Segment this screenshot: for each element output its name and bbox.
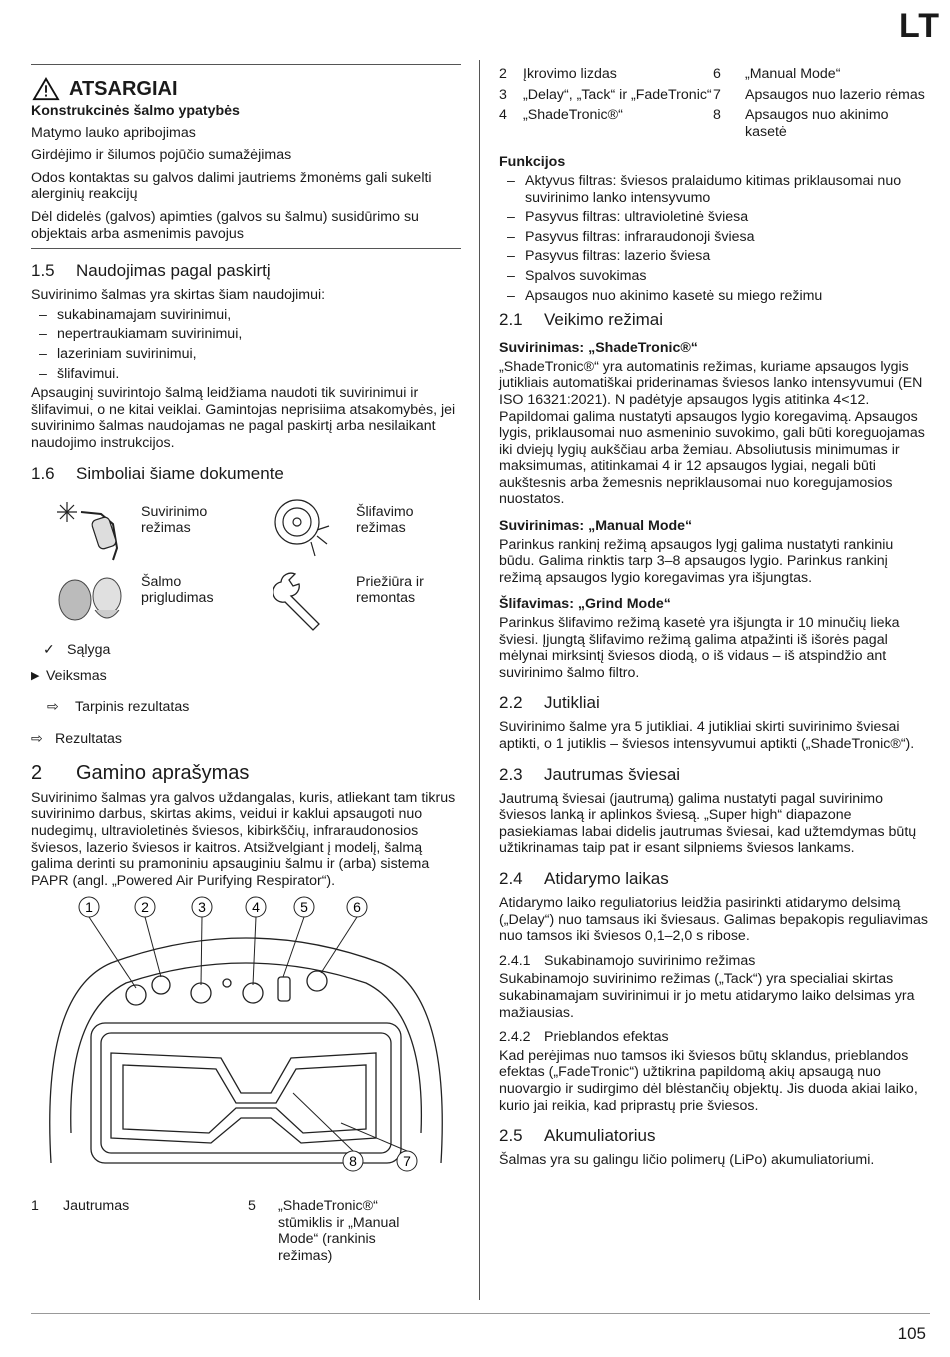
helmet-fit-icon bbox=[55, 570, 145, 630]
shadetronic-body: „ShadeTronic®“ yra automatinis režimas, kuriame apsaugos lygis jutikliais automatiškai priderinamas šviesos lanko intensyvumui (EN ISO 16321:2021). N padėtyje apsaugos lygis atitinka 4<12. Papildomai galima nustatyti apsaugos lygio koregavimą. Apsaugos lygis, priklausomai nuo asmeninio suvokimo, gali būti koreguojamas iki dviejų lygių aukščiau arba žemiau. Absoliutusis minimumas ir maksimumas, atitinkamai 4 ir 12 apsaugos lygiai, negali būti aukštesnis arba žemesnis nepriklausomai nuo koregujamosios nuostatos. bbox=[499, 358, 925, 508]
legend-number: 2 bbox=[499, 66, 507, 82]
legend-number: 6 bbox=[713, 66, 721, 82]
list-item: – Pasyvus filtras: ultravioletinė šviesa bbox=[507, 209, 749, 226]
legend-number: 3 bbox=[499, 86, 507, 103]
s23-body: Jautrumą šviesai (jautrumą) galima nustatyti pagal suvirinimo šviesos lanką ir aplinkos šviesą. „Super high“ diapazone pasiekiamas labai didelis jautrumas šviesai, kad užtemdymas būtų užtikrinamas taip pat ir esant silpniems šviesos lankams. bbox=[499, 790, 917, 857]
warning-item: Girdėjimo ir šilumos pojūčio sumažėjimas bbox=[31, 147, 292, 164]
s15-intro: Suvirinimo šalmas yra skirtas šiam naudojimui: bbox=[31, 287, 326, 304]
condition-label: Sąlyga bbox=[67, 641, 111, 658]
result-label: Rezultatas bbox=[55, 731, 123, 748]
s25-body: Šalmas yra su galingu ličio polimerų (LiPo) akumuliatoriumi. bbox=[499, 1152, 875, 1169]
warning-subtitle: Konstrukcinės šalmo ypatybės bbox=[31, 103, 240, 119]
callout-2: 2 bbox=[141, 899, 149, 916]
section-title: Naudojimas pagal paskirtį bbox=[76, 261, 271, 281]
list-item: – lazeriniam suvirinimui, bbox=[39, 345, 197, 362]
right-column bbox=[499, 60, 929, 1169]
s24-body: Atidarymo laiko reguliatorius leidžia pasirinkti atidarymo delsimą („Delay“) nuo tamsaus iki šviesaus. Galimas bepakopis reguliavimas nuo tamsos iki šviesos 0,1–2,0 s ribose. bbox=[499, 894, 928, 945]
action-row bbox=[31, 668, 461, 685]
legend-number: 7 bbox=[713, 86, 721, 103]
welding-torch-icon bbox=[53, 500, 143, 564]
s2-body: Suvirinimo šalmas yra galvos uždangalas, kuris, atliekant tam tikrus suvirinimo darbus, skirtas akims, veidui ir kaklui apsaugoti nuo nudegimų, ultravioletinės šviesos, kibirkščių, infraraudonosios šviesos, lazerio šviesos ir kaitros. Atsižvelgiant į modelį, šalmą galima derinti su pramoniniu apsauginiu šalmu ir (arba) sistema PAPR (angl. „Powered Air Purifying Respirator“). bbox=[31, 789, 456, 889]
callout-8: 8 bbox=[349, 1153, 357, 1170]
legend-text: „ShadeTronic®“ stūmiklis ir „Manual Mode“ (rankinis režimas) bbox=[278, 1198, 400, 1264]
warning-item: Matymo lauko apribojimas bbox=[31, 124, 196, 141]
section-number: 1.5 bbox=[31, 261, 55, 281]
result-row bbox=[31, 731, 461, 748]
callout-3: 3 bbox=[198, 899, 206, 916]
section-title: Gamino aprašymas bbox=[76, 761, 250, 784]
section-2-5-heading: 2.5 Akumuliatorius bbox=[499, 1126, 656, 1146]
arrow-right-icon: ⇨ bbox=[47, 698, 59, 715]
triangle-right-icon: ▶ bbox=[31, 670, 40, 683]
page-number: 105 bbox=[897, 1324, 926, 1343]
wrench-icon bbox=[273, 568, 337, 632]
legend-left bbox=[31, 1198, 461, 1264]
section-2-4-1-heading: 2.4.1 Sukabinamojo suvirinimo režimas bbox=[499, 952, 756, 969]
list-item: – Aktyvus filtras: šviesos pralaidumo kitimas priklausomai nuo suvirinimo lanko intensyvumo bbox=[507, 172, 902, 206]
warning-title bbox=[31, 77, 461, 101]
list-item: – Apsaugos nuo akinimo kasetė su miego režimu bbox=[507, 287, 823, 304]
list-item: – šlifavimui. bbox=[39, 365, 120, 382]
helmet-diagram bbox=[31, 893, 461, 1193]
section-1-6-heading bbox=[31, 464, 461, 484]
symbol-repair-label: Priežiūra ir remontas bbox=[356, 573, 424, 607]
list-item: – sukabinamajam suvirinimui, bbox=[39, 306, 232, 323]
callout-1: 1 bbox=[85, 899, 93, 916]
s22-body: Suvirinimo šalme yra 5 jutikliai. 4 jutikliai skirti suvirinimo šviesai aptikti, o 1 jutiklis – šviesos intensyvumui aptikti („ShadeTronic®“). bbox=[499, 719, 915, 752]
column-divider bbox=[479, 60, 480, 1300]
manual-mode-body: Parinkus rankinį režimą apsaugos lygį galima nustatyti rankiniu būdu. Galima rinktis tarp 3–8 apsaugos lygio. Parinkus rankinį režimą apsaugos lygio koregavimas yra išjungtas. bbox=[499, 536, 894, 586]
section-2-heading bbox=[31, 762, 461, 784]
legend-text: „Delay“, „Tack“ ir „FadeTronic“ bbox=[523, 86, 712, 103]
legend-number: 4 bbox=[499, 107, 507, 124]
warning-box bbox=[31, 65, 461, 242]
footer-rule bbox=[31, 1313, 930, 1314]
warning-title-text: ATSARGIAI bbox=[69, 78, 178, 100]
warning-item: Odos kontaktas su galvos dalimi jautriems žmonėms gali sukelti alerginių reakcijų bbox=[31, 169, 432, 203]
section-2-3-heading: 2.3 Jautrumas šviesai bbox=[499, 764, 681, 784]
callout-5: 5 bbox=[300, 899, 308, 916]
list-item: – nepertraukiamam suvirinimui, bbox=[39, 326, 243, 343]
section-number: 2 bbox=[31, 761, 43, 784]
list-item: – Spalvos suvokimas bbox=[507, 267, 647, 284]
symbol-grid bbox=[31, 496, 461, 646]
funkcijos-heading: Funkcijos bbox=[499, 154, 566, 171]
list-item: – Pasyvus filtras: infraraudonoji šviesa bbox=[507, 228, 755, 245]
warning-bottom-rule bbox=[31, 248, 461, 249]
callout-4: 4 bbox=[252, 899, 260, 916]
legend-text: Įkrovimo lizdas bbox=[523, 66, 617, 82]
grind-mode-body: Parinkus šlifavimo režimą kasetė yra išjungta ir 10 minučių lieka šviesi. Įjungtą šlifavimo režimą galima atpažinti iš išorės pagal mėlynai mirksintį šviesos diodą, o iš vidaus – iš atspindžio ant suvirinimo šalmo filtro. bbox=[499, 615, 900, 681]
interim-label: Tarpinis rezultatas bbox=[75, 698, 190, 715]
section-2-4-2-heading: 2.4.2 Prieblandos efektas bbox=[499, 1029, 669, 1046]
manual-mode-heading: Suvirinimas: „Manual Mode“ bbox=[499, 518, 693, 535]
legend-text: Apsaugos nuo akinimo kasetė bbox=[745, 107, 889, 140]
legend-text: Apsaugos nuo lazerio rėmas bbox=[745, 86, 925, 103]
section-2-1-heading: 2.1 Veikimo režimai bbox=[499, 310, 664, 330]
grind-mode-heading: Šlifavimas: „Grind Mode“ bbox=[499, 596, 671, 613]
legend-text: „Manual Mode“ bbox=[745, 66, 841, 82]
section-title: Simboliai šiame dokumente bbox=[76, 463, 284, 483]
section-2-2-heading: 2.2 Jutikliai bbox=[499, 693, 600, 713]
action-label: Veiksmas bbox=[46, 668, 107, 685]
s15-body: Apsauginį suvirintojo šalmą leidžiama naudoti tik suvirinimui ir šlifavimui, o ne kitai veiklai. Gamintojas neprisiima atsakomybės, jei suvirinimo šalmas naudojamas ne pagal paskirtį arba nesilaikant naudojimo instrukcijos. bbox=[31, 385, 456, 451]
legend-number: 5 bbox=[248, 1198, 256, 1215]
list-item: – Pasyvus filtras: lazerio šviesa bbox=[507, 248, 711, 265]
shadetronic-heading: Suvirinimas: „ShadeTronic®“ bbox=[499, 340, 698, 357]
legend-text: Jautrumas bbox=[63, 1198, 130, 1215]
arrow-right-icon: ⇨ bbox=[31, 731, 43, 748]
checkmark-icon: ✓ bbox=[43, 641, 55, 658]
legend-text: „ShadeTronic®“ bbox=[523, 107, 623, 124]
legend-number: 8 bbox=[713, 107, 721, 124]
s242-body: Kad perėjimas nuo tamsos iki šviesos būtų sklandus, prieblandos efektas („FadeTronic“) užtikrina papildomą akių apsaugą nuo nuovargio ir sudirgimo dėl blėstančių objektų. Jis duoda akiai laiko, kurio jai reikia, kad priprastų prie šviesos. bbox=[499, 1047, 918, 1114]
symbol-grind-label: Šlifavimo režimas bbox=[356, 503, 414, 537]
callout-6: 6 bbox=[353, 899, 361, 916]
section-1-5-heading bbox=[31, 261, 461, 281]
legend-number: 1 bbox=[31, 1198, 39, 1215]
warning-item: Dėl didelės (galvos) apimties (galvos su šalmu) susidūrimo su objektais arba asmenimis pavojus bbox=[31, 208, 419, 242]
language-tag: LT bbox=[898, 7, 940, 45]
warning-triangle-icon bbox=[31, 77, 61, 101]
left-column bbox=[31, 60, 461, 1264]
s241-body: Sukabinamojo suvirinimo režimas („Tack“) yra specialiai skirtas sukabinamajam suvirinimui ir jo metu atidarymo laiko delsimas yra mažiausias. bbox=[499, 971, 915, 1021]
section-2-4-heading: 2.4 Atidarymo laikas bbox=[499, 868, 669, 888]
interim-row bbox=[31, 699, 461, 716]
section-number: 1.6 bbox=[31, 463, 55, 483]
legend-right bbox=[499, 66, 929, 140]
symbol-fit-label: Šalmo prigludimas bbox=[141, 573, 214, 607]
symbol-weld-label: Suvirinimo režimas bbox=[141, 503, 208, 537]
callout-7: 7 bbox=[403, 1153, 411, 1170]
grinding-disc-icon bbox=[271, 496, 335, 560]
